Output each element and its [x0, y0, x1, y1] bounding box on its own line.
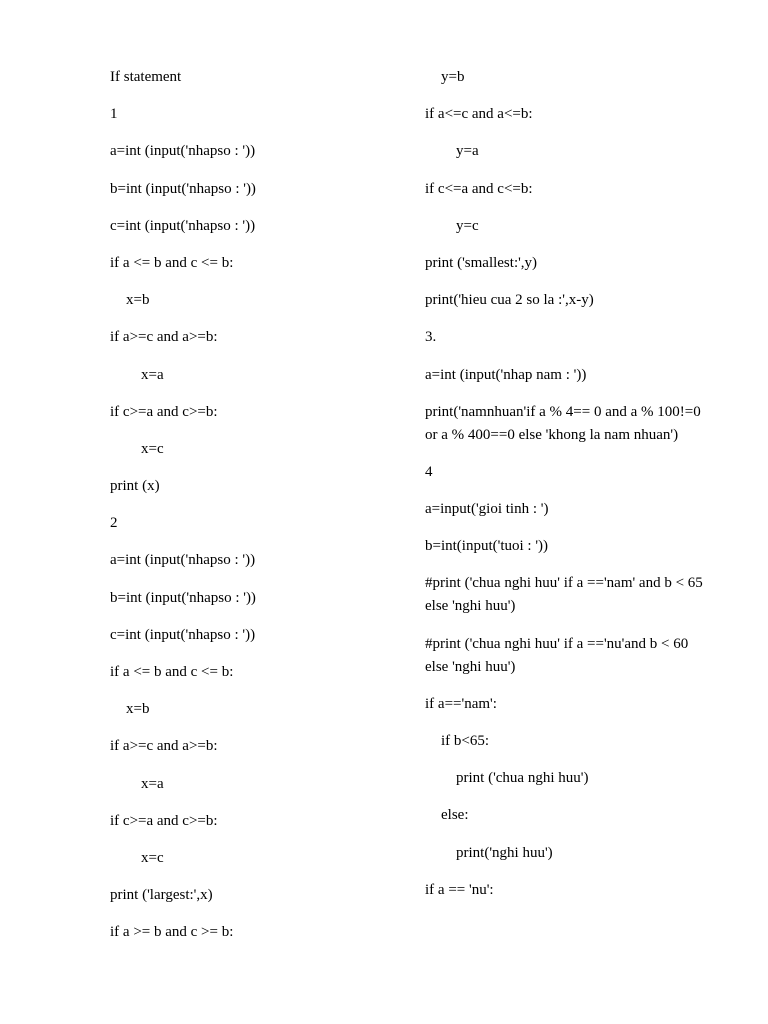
code-line: else: — [441, 807, 469, 824]
code-line: c=int (input('nhapso : ')) — [110, 626, 256, 643]
code-line: y=c — [456, 217, 479, 234]
code-line: if c>=a and c>=b: — [110, 812, 218, 829]
code-line: x=c — [141, 849, 164, 866]
code-line: if a <= b and c <= b: — [110, 254, 234, 271]
code-line: #print ('chua nghi huu' if a =='nu'and b < 60 else 'nghi huu') — [425, 635, 692, 675]
code-line: y=b — [441, 69, 465, 85]
code-line: #print ('chua nghi huu' if a =='nam' and b < 65 else 'nghi huu') — [425, 575, 707, 615]
code-line: a=int (input('nhap nam : ')) — [425, 366, 587, 383]
left-column — [110, 66, 400, 959]
code-line: x=b — [126, 292, 150, 309]
code-line: If statement — [110, 69, 182, 85]
code-line: if a <= b and c <= b: — [110, 664, 234, 680]
code-line: a=input('gioi tinh : ') — [425, 501, 549, 518]
code-line: a=int (input('nhapso : ')) — [110, 143, 256, 160]
code-line: if b<65: — [441, 733, 490, 749]
code-line: y=a — [456, 143, 479, 160]
code-line: print('hieu cua 2 so la :',x-y) — [425, 292, 594, 309]
code-line: if c<=a and c<=b: — [425, 180, 533, 197]
code-line: a=int (input('nhapso : ')) — [110, 552, 256, 569]
code-line: b=int(input('tuoi : ')) — [425, 538, 549, 555]
code-line: b=int (input('nhapso : ')) — [110, 589, 256, 606]
code-line: x=b — [126, 701, 150, 718]
code-line: if a >= b and c >= b: — [110, 924, 234, 941]
code-line: if a>=c and a>=b: — [110, 329, 218, 346]
code-line: print ('largest:',x) — [110, 887, 213, 904]
right-column — [425, 66, 705, 916]
code-line: print (x) — [110, 478, 160, 495]
code-line: print('namnhuan'if a % 4== 0 and a % 100!=0 or a % 400==0 else 'khong la nam nhuan') — [425, 403, 705, 443]
code-line: if c>=a and c>=b: — [110, 403, 218, 420]
code-line: if a == 'nu': — [425, 881, 494, 898]
code-line: b=int (input('nhapso : ')) — [110, 180, 256, 197]
code-line: print ('chua nghi huu') — [456, 770, 589, 787]
code-line: if a=='nam': — [425, 695, 497, 712]
code-line: 4 — [425, 463, 433, 480]
code-line: 2 — [110, 515, 118, 532]
code-line: 3. — [425, 329, 437, 346]
code-line: print('nghi huu') — [456, 844, 553, 861]
code-line: print ('smallest:',y) — [425, 254, 538, 271]
code-line: if a<=c and a<=b: — [425, 106, 533, 123]
code-line: x=c — [141, 440, 164, 457]
code-line: x=a — [141, 775, 164, 792]
code-line: if a>=c and a>=b: — [110, 738, 218, 755]
code-line: 1 — [110, 106, 118, 123]
code-line: c=int (input('nhapso : ')) — [110, 217, 256, 234]
code-line: x=a — [141, 366, 164, 383]
